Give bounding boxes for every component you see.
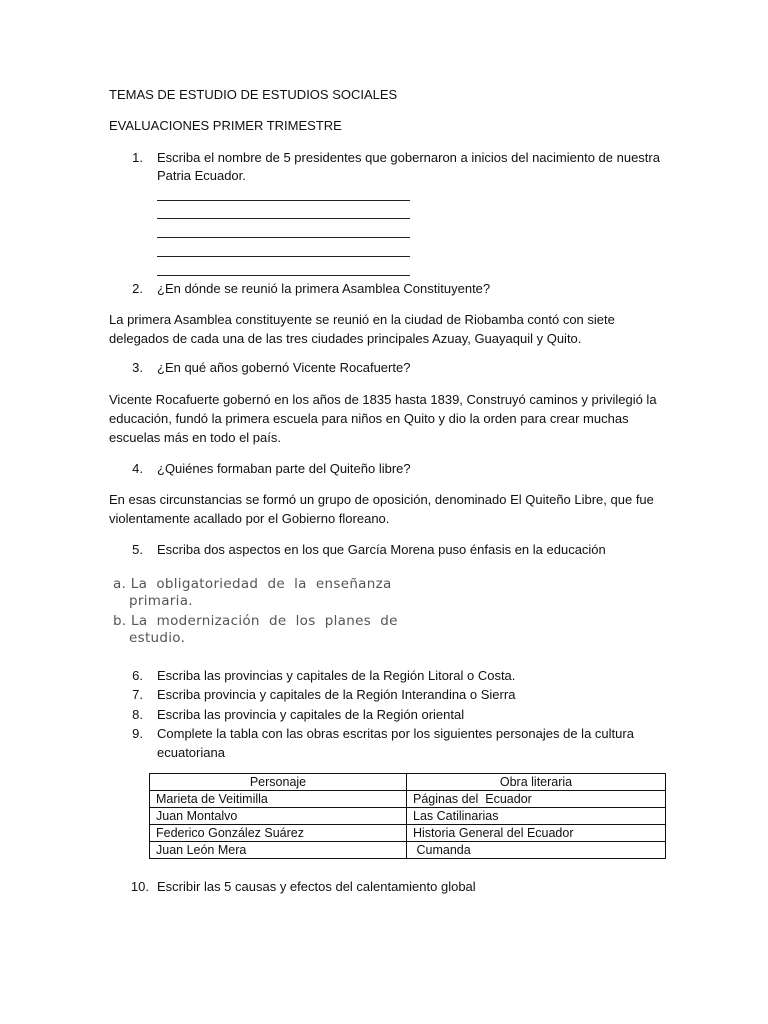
question-number: 4. [132, 461, 143, 476]
answer-line: La primera Asamblea constituyente se reunió en la ciudad de Riobamba contó con siete [109, 312, 615, 327]
answer-line: violentamente acallado por el Gobierno floreano. [109, 511, 390, 526]
answer-item-a: a. La obligatoriedad de la enseñanza [113, 576, 392, 592]
question-number: 7. [132, 687, 143, 702]
answer-line: En esas circunstancias se formó un grupo de oposición, denominado El Quiteño Libre, que fue [109, 492, 654, 507]
answer-line: escuelas más en todo el país. [109, 430, 281, 445]
table-cell-personaje: Juan Montalvo [150, 808, 407, 825]
question-text: Escriba dos aspectos en los que García Morena puso énfasis en la educación [157, 542, 606, 557]
table-cell-personaje: Marieta de Veitimilla [150, 791, 407, 808]
table-cell-obra: Historia General del Ecuador [407, 825, 666, 842]
table-cell-obra: Las Catilinarias [407, 808, 666, 825]
answer-line: Vicente Rocafuerte gobernó en los años de 1835 hasta 1839, Construyó caminos y privilegió la [109, 392, 657, 407]
question-text: Escribir las 5 causas y efectos del calentamiento global [157, 879, 476, 894]
answer-line-4[interactable] [157, 256, 410, 257]
answer-line: delegados de cada una de las tres ciudades principales Azuay, Guayaquil y Quito. [109, 331, 582, 346]
answer-item-b: b. La modernización de los planes de [113, 613, 398, 629]
question-text: ¿Quiénes formaban parte del Quiteño libre? [157, 461, 411, 476]
document-title: TEMAS DE ESTUDIO DE ESTUDIOS SOCIALES [109, 87, 398, 102]
table-header-row [150, 774, 666, 791]
table-cell-obra: Cumanda [407, 842, 666, 859]
answer-item-b-continued: estudio. [129, 630, 186, 646]
question-number: 6. [132, 668, 143, 683]
table-cell-personaje: Federico González Suárez [150, 825, 407, 842]
answer-line: educación, fundó la primera escuela para niños en Quito y dio la orden para crear muchas [109, 411, 629, 426]
table-row [150, 842, 666, 859]
table-cell-personaje: Juan León Mera [150, 842, 407, 859]
column-header-personaje: Personaje [150, 774, 407, 791]
answer-line-2[interactable] [157, 218, 410, 219]
document-subtitle: EVALUACIONES PRIMER TRIMESTRE [109, 118, 342, 133]
question-text: ecuatoriana [157, 745, 225, 760]
question-number: 2. [132, 281, 143, 296]
question-text: Patria Ecuador. [157, 168, 246, 183]
question-text: Escriba el nombre de 5 presidentes que gobernaron a inicios del nacimiento de nuestra [157, 150, 660, 165]
question-number: 10. [130, 879, 149, 894]
question-number: 9. [132, 726, 143, 741]
table-cell-obra: Páginas del Ecuador [407, 791, 666, 808]
question-number: 1. [132, 150, 143, 165]
question-text: Complete la tabla con las obras escritas por los siguientes personajes de la cultura [157, 726, 634, 741]
question-text: Escriba provincia y capitales de la Región Interandina o Sierra [157, 687, 516, 702]
table-row [150, 791, 666, 808]
question-number: 8. [132, 707, 143, 722]
question-text: ¿En dónde se reunió la primera Asamblea Constituyente? [157, 281, 491, 296]
answer-line-3[interactable] [157, 237, 410, 238]
question-number: 3. [132, 360, 143, 375]
table-row [150, 808, 666, 825]
literary-works-table [149, 773, 666, 859]
question-number: 5. [132, 542, 143, 557]
column-header-obra: Obra literaria [407, 774, 666, 791]
question-text: Escriba las provincias y capitales de la Región Litoral o Costa. [157, 668, 516, 683]
table-row [150, 825, 666, 842]
question-text: Escriba las provincia y capitales de la Región oriental [157, 707, 465, 722]
question-text: ¿En qué años gobernó Vicente Rocafuerte? [157, 360, 411, 375]
answer-line-1[interactable] [157, 200, 410, 201]
answer-item-a-continued: primaria. [129, 593, 193, 609]
answer-line-5[interactable] [157, 275, 410, 276]
